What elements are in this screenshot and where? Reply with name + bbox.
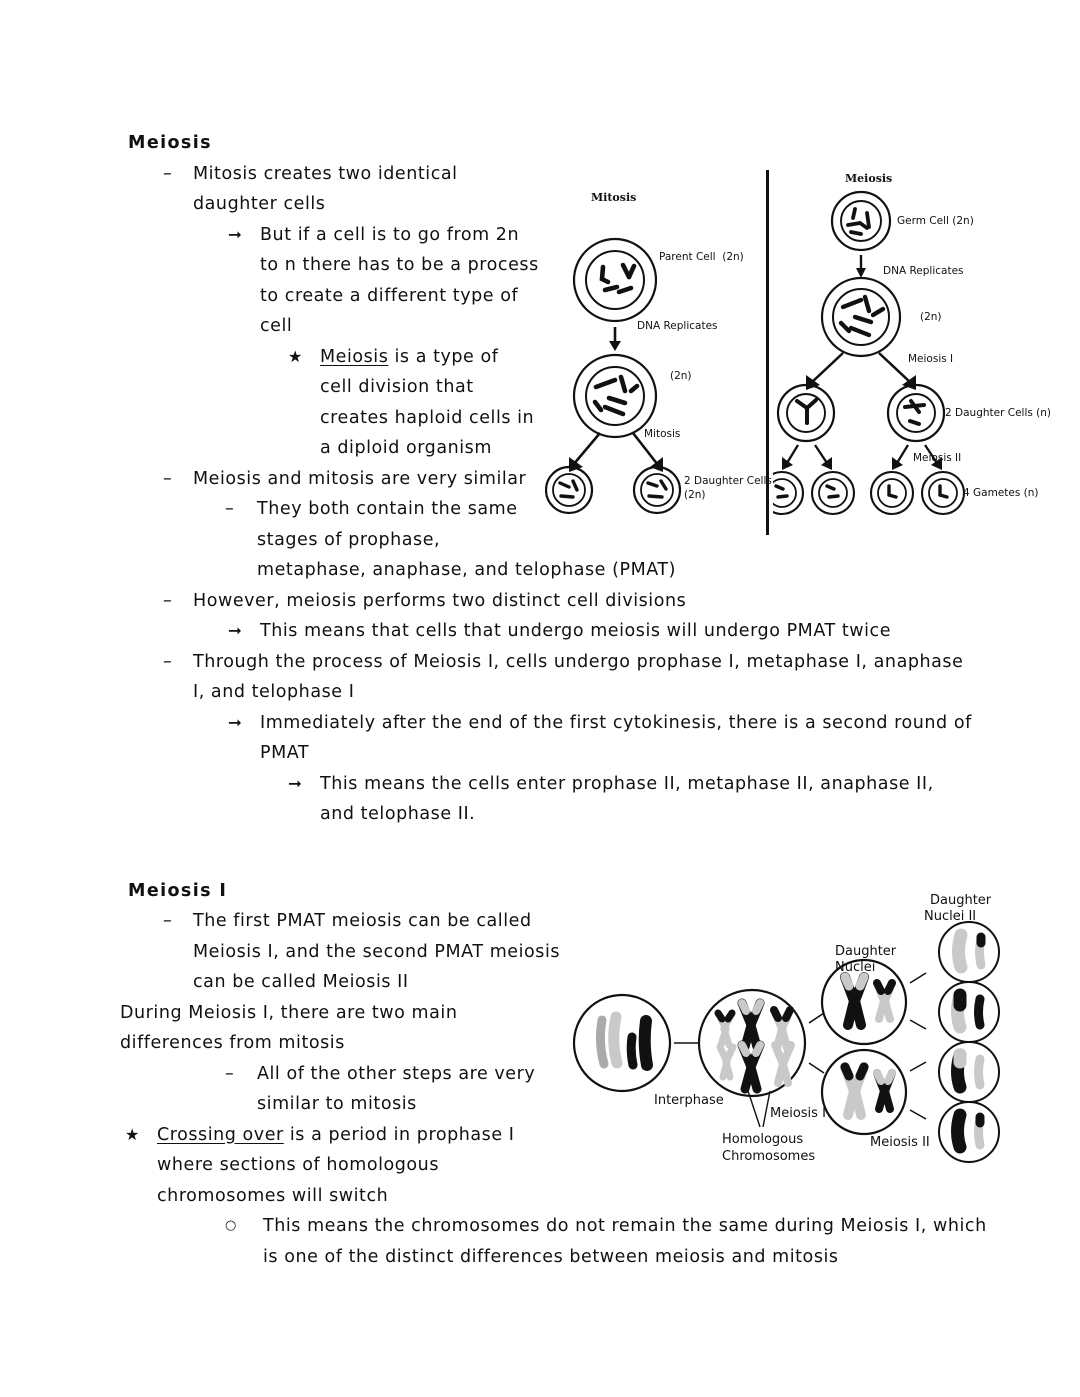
note-text: Mitosis creates two identical: [193, 163, 458, 184]
crossing-label-meiosis-ii: Meiosis II: [870, 1135, 930, 1150]
note-text: metaphase, anaphase, and telophase (PMAT): [257, 560, 677, 580]
figure-mitosis-vs-meiosis: [545, 165, 1055, 540]
dash-bullet-icon: –: [163, 468, 172, 489]
note-line: [225, 1211, 1008, 1242]
mitosis-title: Mitosis: [591, 191, 637, 204]
note-text: I, and telophase I: [193, 682, 355, 702]
note-text: and telophase II.: [320, 804, 476, 824]
meiosis-label-germ-cell: Germ Cell (2n): [897, 215, 974, 227]
note-line: [225, 555, 1008, 586]
crossing-label-interphase: Interphase: [654, 1093, 724, 1108]
note-line: [163, 677, 1008, 708]
note-text: cell division that: [320, 377, 474, 397]
no-bullet: [163, 937, 193, 968]
meiosis-label-2n: (2n): [920, 311, 942, 323]
no-bullet: [228, 311, 260, 342]
no-bullet: [163, 677, 193, 708]
arrow-bullet-icon: ➞: [228, 712, 242, 732]
note-underlined-term: Crossing over: [157, 1124, 284, 1145]
note-line: [125, 1181, 1008, 1212]
note-line: [225, 1242, 1008, 1273]
mitosis-label-mitosis: Mitosis: [644, 428, 681, 440]
meiosis-label-dna-replicates: DNA Replicates: [883, 265, 964, 277]
note-text: They both contain the same: [257, 499, 518, 519]
no-bullet: [228, 250, 260, 281]
no-bullet: [125, 1150, 157, 1181]
crossing-label-nuclei-ii: Nuclei II: [924, 909, 977, 924]
crossing-label-homologous: Homologous: [722, 1132, 804, 1147]
note-text: All of the other steps are very: [257, 1063, 536, 1084]
dash-bullet-icon: –: [163, 651, 172, 672]
section-heading-meiosis-i: Meiosis I: [128, 880, 228, 901]
note-text: But if a cell is to go from 2n: [260, 224, 520, 245]
no-bullet: [225, 1242, 263, 1273]
no-bullet: [225, 555, 257, 586]
crossing-label-chromosomes: Chromosomes: [722, 1149, 816, 1164]
no-bullet: [163, 967, 193, 998]
note-underlined-term: Meiosis: [320, 346, 389, 367]
meiosis-title: Meiosis: [845, 172, 893, 185]
dash-bullet-icon: –: [163, 911, 172, 931]
note-text: Meiosis I, and the second PMAT meiosis: [193, 941, 561, 962]
note-text: However, meiosis performs two distinct cell divisions: [193, 590, 687, 611]
no-bullet: [228, 738, 260, 769]
star-bullet-icon: ★: [288, 346, 303, 366]
note-text: creates haploid cells in: [320, 407, 535, 428]
section-gap: [128, 830, 1008, 876]
note-text: PMAT: [260, 743, 310, 763]
figure-crossing-over: [570, 895, 1010, 1175]
dash-bullet-icon: –: [225, 1063, 234, 1084]
no-bullet: [228, 281, 260, 312]
dash-bullet-icon: –: [163, 590, 172, 611]
note-text: to n there has to be a process: [260, 255, 539, 275]
star-bullet-icon: ★: [125, 1124, 140, 1144]
arrow-bullet-icon: ➞: [228, 224, 242, 244]
note-text: The first PMAT meiosis can be called: [193, 911, 532, 931]
arrow-bullet-icon: ➞: [288, 773, 302, 793]
no-bullet: [225, 525, 257, 556]
note-text: stages of prophase,: [257, 529, 441, 550]
note-line: [228, 616, 1008, 647]
crossing-label-meiosis-i: Meiosis I: [770, 1106, 826, 1121]
mitosis-label-daughter-2n: (2n): [684, 489, 706, 501]
mitosis-label-2n: (2n): [670, 370, 692, 382]
dash-bullet-icon: –: [163, 163, 172, 184]
note-text: This means the chromosomes do not remain the same during Meiosis I, which: [263, 1216, 987, 1236]
note-text: This means that cells that undergo meiosis will undergo PMAT twice: [260, 621, 892, 641]
meiosis-label-2-daughter-cells: 2 Daughter Cells (n): [945, 407, 1052, 419]
note-line: [288, 799, 1008, 830]
no-bullet: [225, 1089, 257, 1120]
note-text: Immediately after the end of the first cytokinesis, there is a second round of: [260, 712, 972, 733]
note-text: Through the process of Meiosis I, cells undergo prophase I, metaphase I, anaphase: [193, 651, 964, 672]
note-line: [163, 647, 1008, 678]
note-line: [228, 738, 1008, 769]
note-text: daughter cells: [193, 194, 326, 214]
note-line: [288, 769, 1008, 800]
note-text: During Meiosis I, there are two main: [120, 1002, 458, 1023]
note-text-rest: is a type of: [388, 346, 499, 367]
no-bullet: [125, 1181, 157, 1212]
circle-bullet-icon: ○: [225, 1218, 237, 1233]
note-text: cell: [260, 316, 293, 336]
no-bullet: [288, 799, 320, 830]
section-heading-meiosis: Meiosis: [128, 133, 212, 153]
no-bullet: [288, 403, 320, 434]
meiosis-label-4-gametes: 4 Gametes (n): [963, 487, 1039, 499]
mitosis-label-daughter-cells: 2 Daughter Cells: [684, 475, 772, 487]
note-text: chromosomes will switch: [157, 1185, 389, 1206]
note-text: differences from mitosis: [120, 1033, 345, 1053]
note-text: where sections of homologous: [157, 1155, 439, 1175]
crossing-label-daughter-ii: Daughter: [930, 893, 992, 908]
note-text: can be called Meiosis II: [193, 972, 409, 992]
arrow-bullet-icon: ➞: [228, 621, 242, 640]
meiosis-label-meiosis-ii: Meiosis II: [913, 452, 962, 464]
no-bullet: [288, 372, 320, 403]
meiosis-label-meiosis-i: Meiosis I: [908, 353, 954, 365]
note-text: is one of the distinct differences between meiosis and mitosis: [263, 1246, 839, 1267]
note-text-rest: is a period in prophase I: [283, 1124, 515, 1145]
mitosis-label-parent-cell: Parent Cell (2n): [659, 251, 744, 263]
note-text: a diploid organism: [320, 438, 492, 458]
note-text: Meiosis and mitosis are very similar: [193, 468, 527, 489]
note-line: [228, 708, 1008, 739]
note-text: to create a different type of: [260, 285, 519, 306]
note-text: This means the cells enter prophase II, metaphase II, anaphase II,: [320, 773, 934, 794]
crossing-label-nuclei: Nuclei: [835, 960, 876, 975]
crossing-label-daughter: Daughter: [835, 944, 897, 959]
no-bullet: [288, 433, 320, 464]
note-line: [163, 586, 1008, 617]
note-text: similar to mitosis: [257, 1094, 417, 1114]
dash-bullet-icon: –: [225, 499, 234, 519]
no-bullet: [163, 189, 193, 220]
mitosis-label-dna-replicates: DNA Replicates: [637, 320, 718, 332]
